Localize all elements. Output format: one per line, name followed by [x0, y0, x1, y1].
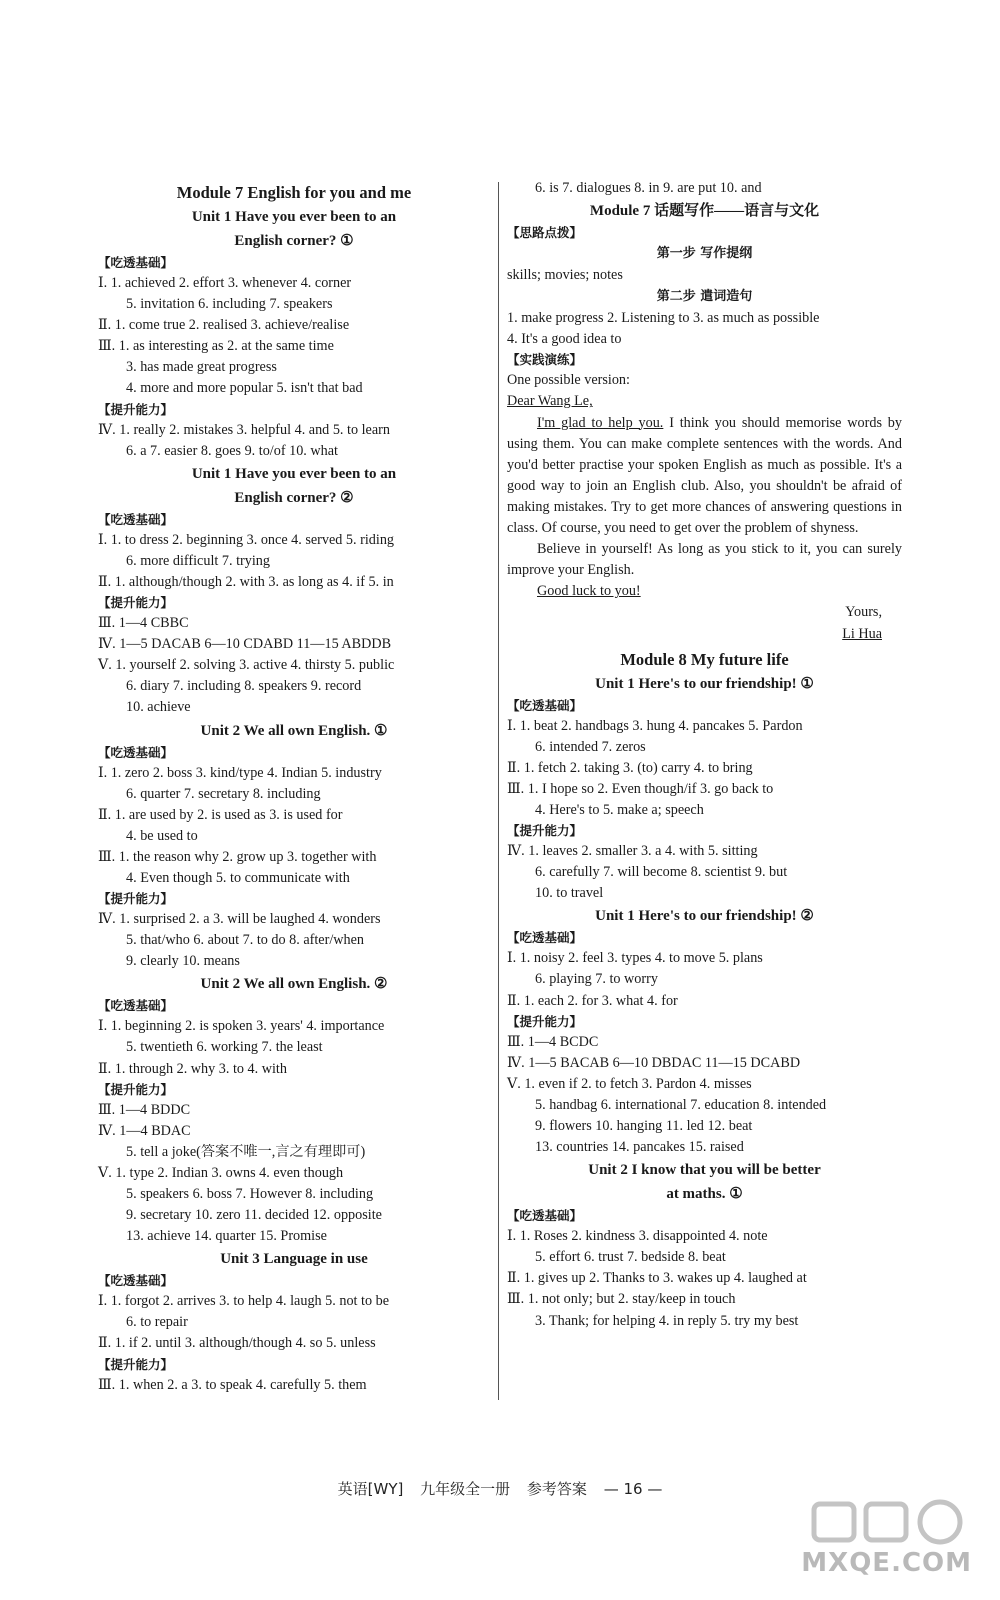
answer-line: 4. more and more popular 5. isn't that bad	[126, 380, 363, 397]
step-heading: 第二步 遣词造句	[656, 289, 753, 305]
section-heading: 【提升能力】	[507, 823, 583, 839]
answer-line: Ⅳ. 1. surprised 2. a 3. will be laughed 4. wonders	[98, 911, 381, 928]
answer-line: One possible version:	[507, 372, 630, 389]
answer-line: Ⅱ. 1. each 2. for 3. what 4. for	[507, 992, 678, 1009]
section-heading: 【吃透基础】	[507, 697, 583, 713]
section-heading: 【思路点拨】	[507, 225, 583, 241]
footer-subject: 英语[WY]	[337, 1480, 404, 1498]
answer-line: 4. Here's to 5. make a; speech	[535, 801, 704, 818]
column-divider	[498, 182, 499, 1400]
answer-line: 6. is 7. dialogues 8. in 9. are put 10. and	[535, 180, 762, 196]
unit-title: Unit 1 Have you ever been to an	[191, 209, 397, 225]
section-heading: 【提升能力】	[98, 1356, 174, 1372]
answer-line: Ⅱ. 1. if 2. until 3. although/though 4. so 5. unless	[98, 1335, 376, 1352]
answer-line: 5. speakers 6. boss 7. However 8. including	[126, 1186, 374, 1202]
answer-line: Ⅰ. 1. zero 2. boss 3. kind/type 4. Indian 5. industry	[98, 764, 382, 781]
answer-line: 13. countries 14. pancakes 15. raised	[535, 1139, 744, 1156]
paragraph-text: I think you should memorise words by using them. You can make complete sentences with the words. And you'd better practise your spoken English as much as possible. It's a good way to join an English club. Also, you shouldn't be afraid of making mistakes. Try to get more chances of answering questions in class. Of course, you need to get over the problem of shyness.	[507, 414, 902, 537]
footer-label: 参考答案	[526, 1480, 587, 1498]
answer-line: 6. more difficult 7. trying	[126, 552, 270, 569]
answer-line: 4. be used to	[126, 827, 198, 844]
answer-line: Ⅲ. 1—4 CBBC	[98, 615, 189, 632]
page-number: — 16 —	[603, 1480, 663, 1498]
answer-line: 9. clearly 10. means	[126, 953, 240, 970]
answer-line: 3. has made great progress	[126, 359, 277, 376]
letter-paragraph	[507, 413, 902, 540]
unit-title: Unit 1 Here's to our friendship! ①	[595, 675, 814, 692]
answer-line: Ⅴ. 1. yourself 2. solving 3. active 4. thirsty 5. public	[98, 657, 395, 674]
section-heading: 【吃透基础】	[98, 998, 174, 1014]
answer-line: 9. secretary 10. zero 11. decided 12. opposite	[126, 1207, 382, 1224]
unit-title: English corner? ①	[234, 233, 354, 249]
answer-line: 4. It's a good idea to	[507, 331, 622, 348]
answer-line: 10. achieve	[126, 699, 191, 716]
answer-line: 5. effort 6. trust 7. bedside 8. beat	[535, 1249, 726, 1266]
answer-line: Ⅳ. 1—4 BDAC	[98, 1122, 191, 1139]
answer-line: Ⅰ. 1. noisy 2. feel 3. types 4. to move 5. plans	[507, 950, 763, 967]
section-heading: 【提升能力】	[507, 1013, 583, 1029]
answer-line: Ⅲ. 1. I hope so 2. Even though/if 3. go back to	[507, 780, 774, 797]
answer-line: 6. playing 7. to worry	[535, 971, 658, 988]
answer-line: Ⅴ. 1. type 2. Indian 3. owns 4. even though	[98, 1164, 344, 1181]
answer-line: Ⅲ. 1—4 BCDC	[507, 1033, 599, 1050]
section-heading: 【提升能力】	[98, 401, 174, 417]
unit-title: Unit 1 Here's to our friendship! ②	[595, 908, 814, 925]
unit-title: Unit 1 Have you ever been to an	[191, 465, 397, 482]
underlined-phrase: I'm glad to help you.	[537, 414, 664, 431]
answer-line: Ⅲ. 1—4 BDDC	[98, 1101, 191, 1118]
answer-line: 1. make progress 2. Listening to 3. as much as possible	[507, 310, 820, 327]
section-heading: 【吃透基础】	[507, 930, 583, 946]
answer-line: Ⅳ. 1—5 BACAB 6—10 DBDAC 11—15 DCABD	[507, 1054, 801, 1071]
answer-line: 6. to repair	[126, 1314, 188, 1331]
answer-line: 5. twentieth 6. working 7. the least	[126, 1039, 323, 1056]
unit-title: Unit 2 We all own English. ②	[200, 976, 388, 993]
answer-line: Ⅰ. 1. beginning 2. is spoken 3. years' 4. importance	[98, 1018, 385, 1035]
answer-line: 13. achieve 14. quarter 15. Promise	[126, 1228, 327, 1245]
unit-title: English corner? ②	[234, 489, 354, 506]
answer-line: 6. intended 7. zeros	[535, 738, 646, 755]
letter-sign-off: Yours,	[845, 604, 882, 621]
page-footer	[0, 1478, 1000, 1499]
module-title: Module 7 English for you and me	[176, 183, 412, 202]
section-heading: 【吃透基础】	[98, 511, 174, 527]
section-heading: 【提升能力】	[98, 1081, 174, 1097]
letter-salutation: Dear Wang Le,	[507, 393, 593, 410]
answer-line: 6. carefully 7. will become 8. scientist 9. but	[535, 864, 788, 881]
answer-line: 3. Thank; for helping 4. in reply 5. try my best	[535, 1312, 799, 1329]
unit-title: Unit 3 Language in use	[220, 1251, 368, 1268]
answer-line: 6. diary 7. including 8. speakers 9. record	[126, 678, 362, 695]
answer-line: Ⅱ. 1. fetch 2. taking 3. (to) carry 4. to bring	[507, 759, 753, 776]
answer-line: Ⅳ. 1—5 DACAB 6—10 CDABD 11—15 ABDDB	[98, 636, 392, 653]
watermark-logo	[780, 1498, 980, 1582]
section-heading: 【提升能力】	[98, 595, 174, 611]
answer-line: Ⅱ. 1. gives up 2. Thanks to 3. wakes up 4. laughed at	[507, 1270, 807, 1287]
answer-line: Ⅱ. 1. although/though 2. with 3. as long as 4. if 5. in	[98, 573, 394, 590]
letter-closing	[507, 581, 902, 602]
section-heading: 【吃透基础】	[98, 1273, 174, 1289]
module-title: Module 8 My future life	[620, 649, 789, 669]
letter-paragraph: Believe in yourself! As long as you stick to it, you can surely improve your English.	[507, 541, 902, 579]
answer-line: Ⅰ. 1. to dress 2. beginning 3. once 4. served 5. riding	[98, 531, 395, 548]
answer-line: Ⅱ. 1. come true 2. realised 3. achieve/realise	[98, 317, 350, 334]
answer-line: 6. a 7. easier 8. goes 9. to/of 10. what	[126, 442, 338, 459]
answer-line: Ⅲ. 1. when 2. a 3. to speak 4. carefully 5. them	[98, 1376, 367, 1393]
answer-line: Ⅰ. 1. forgot 2. arrives 3. to help 4. laugh 5. not to be	[98, 1293, 390, 1310]
watermark-mark-icon	[810, 1498, 970, 1546]
answer-line: Ⅲ. 1. as interesting as 2. at the same time	[98, 338, 334, 355]
answer-line: Ⅰ. 1. achieved 2. effort 3. whenever 4. corner	[98, 275, 352, 291]
answer-line: Ⅴ. 1. even if 2. to fetch 3. Pardon 4. misses	[507, 1075, 752, 1092]
answer-line: 5. that/who 6. about 7. to do 8. after/when	[126, 932, 364, 949]
answer-line: 5. tell a joke(答案不唯一,言之有理即可)	[126, 1143, 366, 1160]
answer-line: Ⅱ. 1. through 2. why 3. to 4. with	[98, 1060, 287, 1077]
answer-line: Ⅲ. 1. the reason why 2. grow up 3. together with	[98, 848, 377, 865]
watermark-text: MXQE.COM	[801, 1548, 972, 1578]
answer-line: 10. to travel	[535, 885, 604, 902]
answer-line: 9. flowers 10. hanging 11. led 12. beat	[535, 1118, 753, 1134]
answer-line: Ⅰ. 1. Roses 2. kindness 3. disappointed 4. note	[507, 1228, 768, 1245]
unit-title: Unit 2 I know that you will be better	[588, 1162, 821, 1179]
answer-line: 5. invitation 6. including 7. speakers	[126, 296, 333, 313]
section-heading: 【吃透基础】	[507, 1208, 583, 1224]
left-column	[98, 178, 490, 1396]
answer-line: Ⅰ. 1. beat 2. handbags 3. hung 4. pancakes 5. Pardon	[507, 717, 803, 734]
unit-title: at maths. ①	[666, 1186, 743, 1203]
answer-line: Ⅳ. 1. really 2. mistakes 3. helpful 4. and 5. to learn	[98, 421, 390, 438]
answer-line: 6. quarter 7. secretary 8. including	[126, 785, 321, 802]
step-heading: 第一步 写作提纲	[656, 246, 753, 262]
right-column	[507, 178, 902, 1332]
section-heading: 【吃透基础】	[98, 744, 174, 760]
underlined-phrase: Good luck to you!	[537, 583, 641, 600]
signature-name: Li Hua	[842, 625, 882, 642]
letter-signature	[507, 624, 902, 645]
answer-line: 4. Even though 5. to communicate with	[126, 869, 350, 886]
answer-line: 5. handbag 6. international 7. education 8. intended	[535, 1096, 827, 1113]
answer-line: skills; movies; notes	[507, 267, 623, 284]
section-heading: 【提升能力】	[98, 891, 174, 907]
module-writing-title: Module 7 话题写作——语言与文化	[589, 203, 820, 220]
answer-line: Ⅳ. 1. leaves 2. smaller 3. a 4. with 5. sitting	[507, 843, 758, 860]
unit-title: Unit 2 We all own English. ①	[200, 722, 388, 739]
answer-line: Ⅱ. 1. are used by 2. is used as 3. is used for	[98, 806, 343, 823]
section-heading: 【吃透基础】	[98, 255, 174, 270]
section-heading: 【实践演练】	[507, 352, 583, 368]
footer-grade: 九年级全一册	[420, 1480, 511, 1498]
answer-line: Ⅲ. 1. not only; but 2. stay/keep in touch	[507, 1291, 736, 1308]
